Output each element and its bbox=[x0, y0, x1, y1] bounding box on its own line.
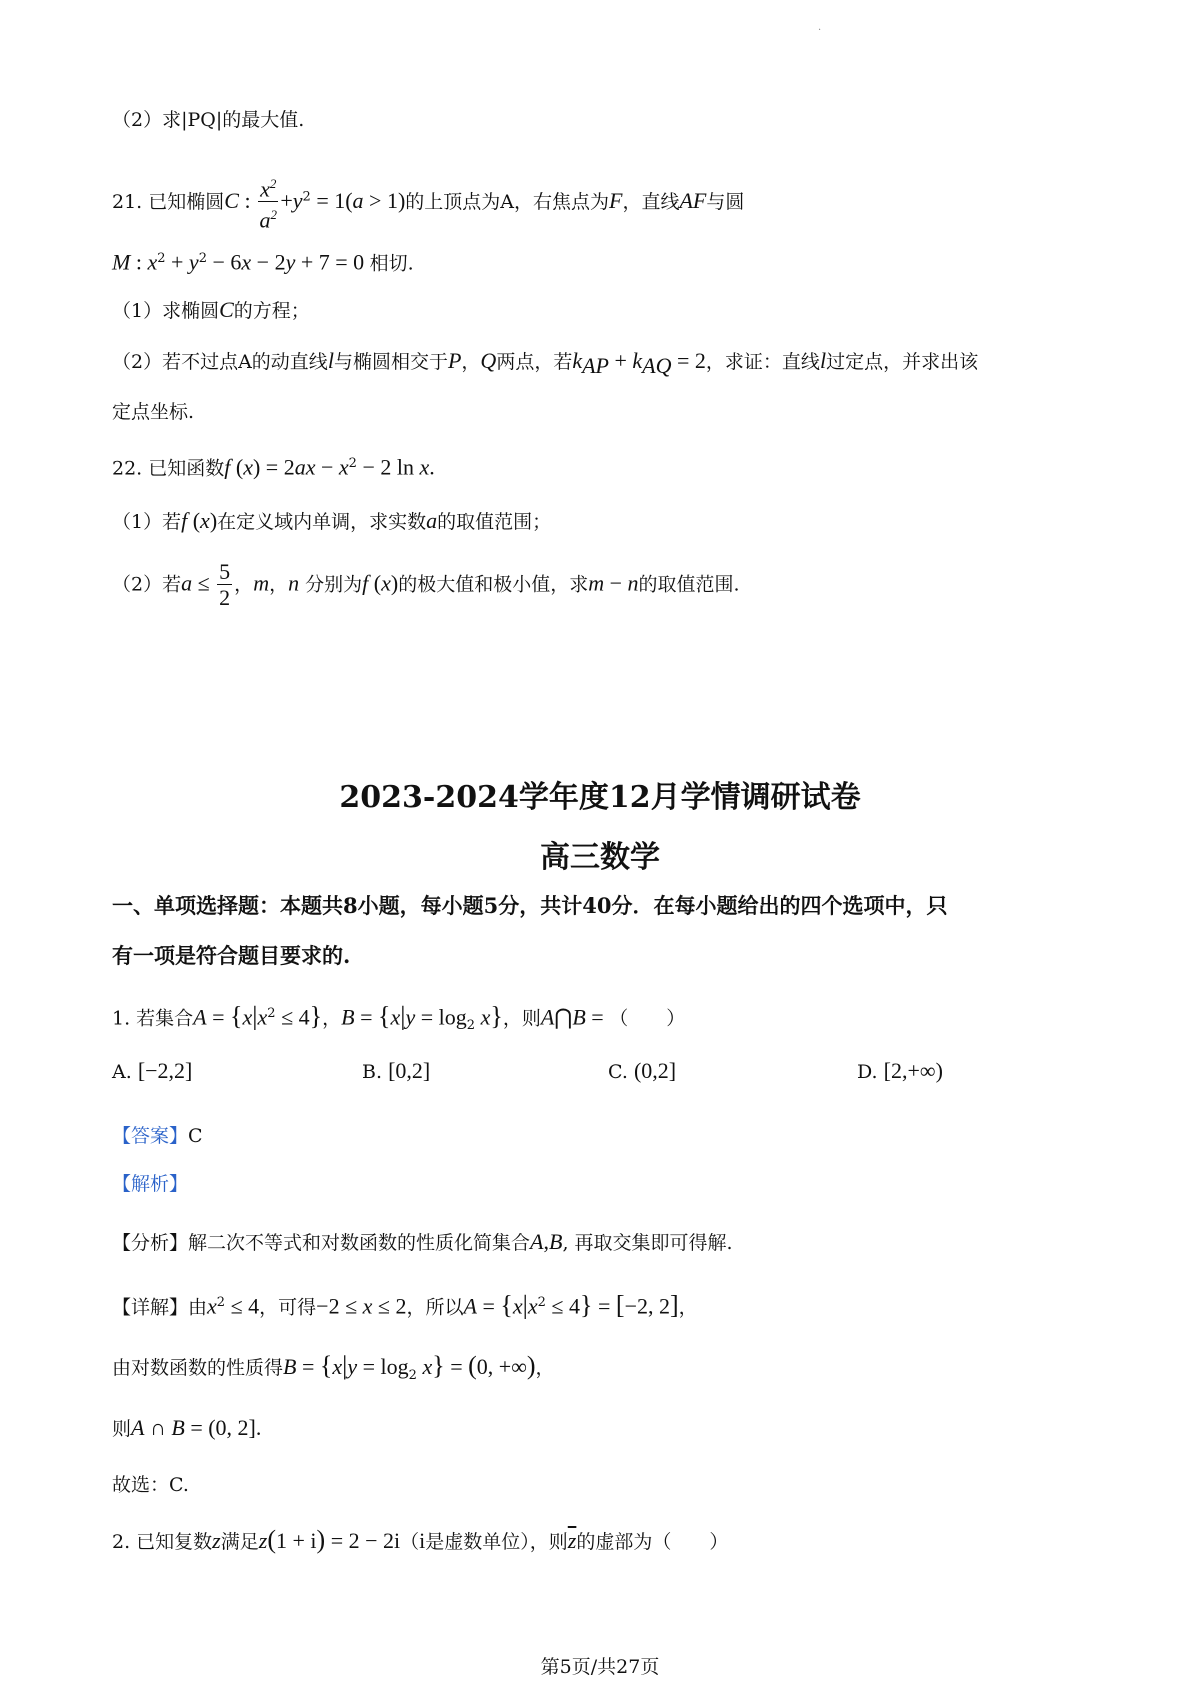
q1-conclusion: 故选：C. bbox=[112, 1474, 189, 1496]
header-dot: . bbox=[818, 22, 822, 33]
q22-part2: （2）若a ≤ $\frac{5}{2}$ ，m，n 分别为f (x)的极大值和极小值，求m − n的取值范围. bbox=[112, 559, 740, 610]
q1-detail-2: 由对数函数的性质得$B = \{x|y = \log_2 x\} = (0$, +∞)， bbox=[112, 1351, 555, 1383]
q22-stem: 22. 已知函数f $(x) = 2ax - x^2 - 2$ ln x. bbox=[112, 454, 435, 480]
q21-part2-cont: 定点坐标. bbox=[112, 401, 195, 423]
q1-stem: 1. 若集合$A = \{x|x^2 \le 4\}$，$B = \{x|y = \log_2 x\}$，则A⋂B = （ ） bbox=[112, 1001, 686, 1034]
section-header-line1: 一、单项选择题：本题共8小题，每小题5分，共计40分．在每小题给出的四个选项中，只 bbox=[112, 893, 948, 918]
q21-part2: （2）若不过点A的动直线l与椭圆相交于P，Q两点，若$k_{AP} + k_{AQ} = 2$，求证：直线l过定点，并求出该 bbox=[112, 348, 979, 378]
q1-detail-3: 则A ∩ B = (0, 2]. bbox=[112, 1415, 262, 1440]
q2-stem: 2. 已知复数z满足z(1 + i) = 2 − 2i（i是虚数单位），则$\overline{z}$的虚部为（ ） bbox=[112, 1525, 729, 1554]
q22-part1: （1）若f (x)在定义域内单调，求实数a的取值范围； bbox=[112, 508, 552, 533]
q1-fenxi: 【分析】解二次不等式和对数函数的性质化简集合A,B, 再取交集即可得解. bbox=[112, 1229, 733, 1254]
page-footer: 第5页/共27页 bbox=[540, 1656, 660, 1678]
q1-detail: 【详解】由$x^2 \le 4$，可得−2 ≤ x ≤ 2，所以$A = \{x|x^2 \le 4\} = [-2$, 2]， bbox=[112, 1290, 698, 1320]
q21-part1: （1）求椭圆C的方程； bbox=[112, 297, 310, 322]
q1-answer: 【答案】C bbox=[112, 1125, 203, 1147]
analysis-tag: 【解析】 bbox=[112, 1173, 189, 1195]
exam-subject: 高三数学 bbox=[540, 840, 660, 875]
q21-stem: 21. 已知椭圆C : $\frac{x^2}{a^2}$ $+y^2 = 1(a > 1)$的上顶点为A，右焦点为F，直线AF与圆 bbox=[112, 172, 744, 234]
q1-option-c: C. (0,2] bbox=[608, 1058, 677, 1083]
answer-tag: 【答案】 bbox=[112, 1125, 189, 1147]
q1-analysis bbox=[112, 1170, 188, 1198]
q20-part2: （2）求|PQ|的最大值. bbox=[112, 109, 305, 131]
section-header-line2: 有一项是符合题目要求的. bbox=[112, 943, 351, 968]
exam-title: 2023-2024学年度12月学情调研试卷 bbox=[339, 780, 861, 815]
q21-circle: M : $x^2 + y^2 - 6x - 2y + 7 = 0$ 相切. bbox=[112, 249, 414, 275]
q1-option-b: B. [0,2] bbox=[362, 1058, 431, 1083]
q1-option-d: D. [2,+∞) bbox=[857, 1058, 943, 1083]
q1-option-a: A. [−2,2] bbox=[112, 1058, 193, 1083]
